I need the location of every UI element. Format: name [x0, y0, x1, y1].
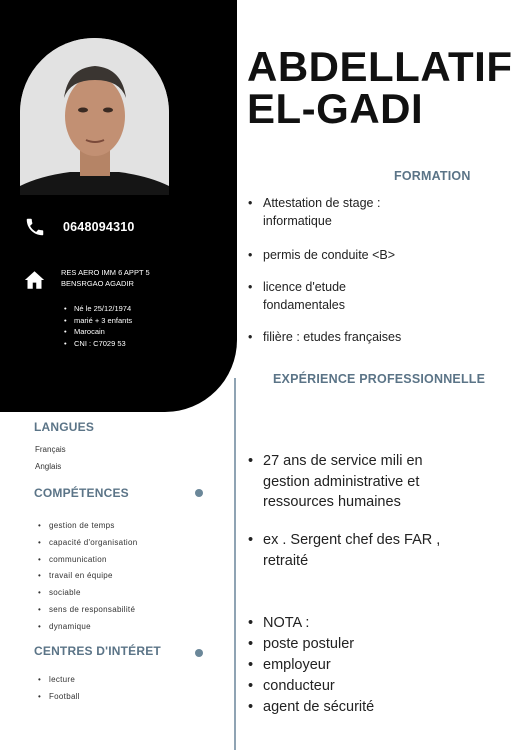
- name-last: EL-GADI: [247, 85, 424, 132]
- list-item: • capacité d'organisation: [38, 535, 137, 552]
- interets-list: [38, 672, 80, 706]
- phone-number: 0648094310: [63, 220, 135, 234]
- phone-icon: [24, 216, 46, 238]
- language-item: Anglais: [35, 462, 62, 471]
- list-item: • Né le 25/12/1974: [64, 303, 132, 315]
- language-item: Français: [35, 445, 66, 454]
- address-row: [24, 267, 150, 291]
- list-item: • Marocain: [64, 326, 132, 338]
- address-line-1: RES AERO IMM 6 APPT 5: [61, 268, 150, 277]
- list-item: • dynamique: [38, 619, 137, 636]
- list-item: • permis de conduite <B>: [248, 246, 498, 264]
- competences-title: COMPÉTENCES: [34, 486, 129, 500]
- section-dot: [195, 649, 203, 657]
- list-item: • marié + 3 enfants: [64, 315, 132, 327]
- list-item: • NOTA :: [248, 613, 508, 634]
- phone-row: [24, 216, 135, 238]
- personal-info-list: [64, 303, 132, 349]
- list-item: • gestion de temps: [38, 518, 137, 535]
- section-dot: [195, 489, 203, 497]
- address-line-2: BENSRGAO AGADIR: [61, 279, 134, 288]
- list-item: • 27 ans de service mili en gestion administrative et ressources humaines: [248, 451, 508, 513]
- list-item: • travail en équipe: [38, 568, 137, 585]
- list-item: • sens de responsabilité: [38, 602, 137, 619]
- list-item: • communication: [38, 552, 137, 569]
- list-item: • lecture: [38, 672, 80, 689]
- list-item: • Attestation de stage : informatique: [248, 194, 498, 230]
- name-first: ABDELLATIF: [247, 43, 513, 90]
- interets-title: CENTRES D'INTÉRET: [34, 644, 161, 658]
- address-text: [61, 267, 150, 291]
- name-title: [247, 43, 513, 132]
- formation-title: FORMATION: [394, 169, 471, 183]
- langues-title: LANGUES: [34, 420, 95, 434]
- list-item: • agent de sécurité: [248, 697, 508, 718]
- list-item: • sociable: [38, 585, 137, 602]
- list-item: • ex . Sergent chef des FAR , retraité: [248, 530, 508, 571]
- profile-photo: [20, 38, 169, 195]
- list-item: • filière : etudes françaises: [248, 328, 498, 346]
- home-icon: [24, 269, 45, 291]
- experience-title: EXPÉRIENCE PROFESSIONNELLE: [273, 372, 486, 386]
- list-item: • poste postuler: [248, 634, 508, 655]
- list-item: • employeur: [248, 655, 508, 676]
- competences-list: [38, 518, 137, 636]
- list-item: • CNI : C7029 53: [64, 338, 132, 350]
- list-item: • licence d'etude fondamentales: [248, 278, 498, 314]
- list-item: • Football: [38, 689, 80, 706]
- timeline-line: [234, 378, 236, 750]
- list-item: • conducteur: [248, 676, 508, 697]
